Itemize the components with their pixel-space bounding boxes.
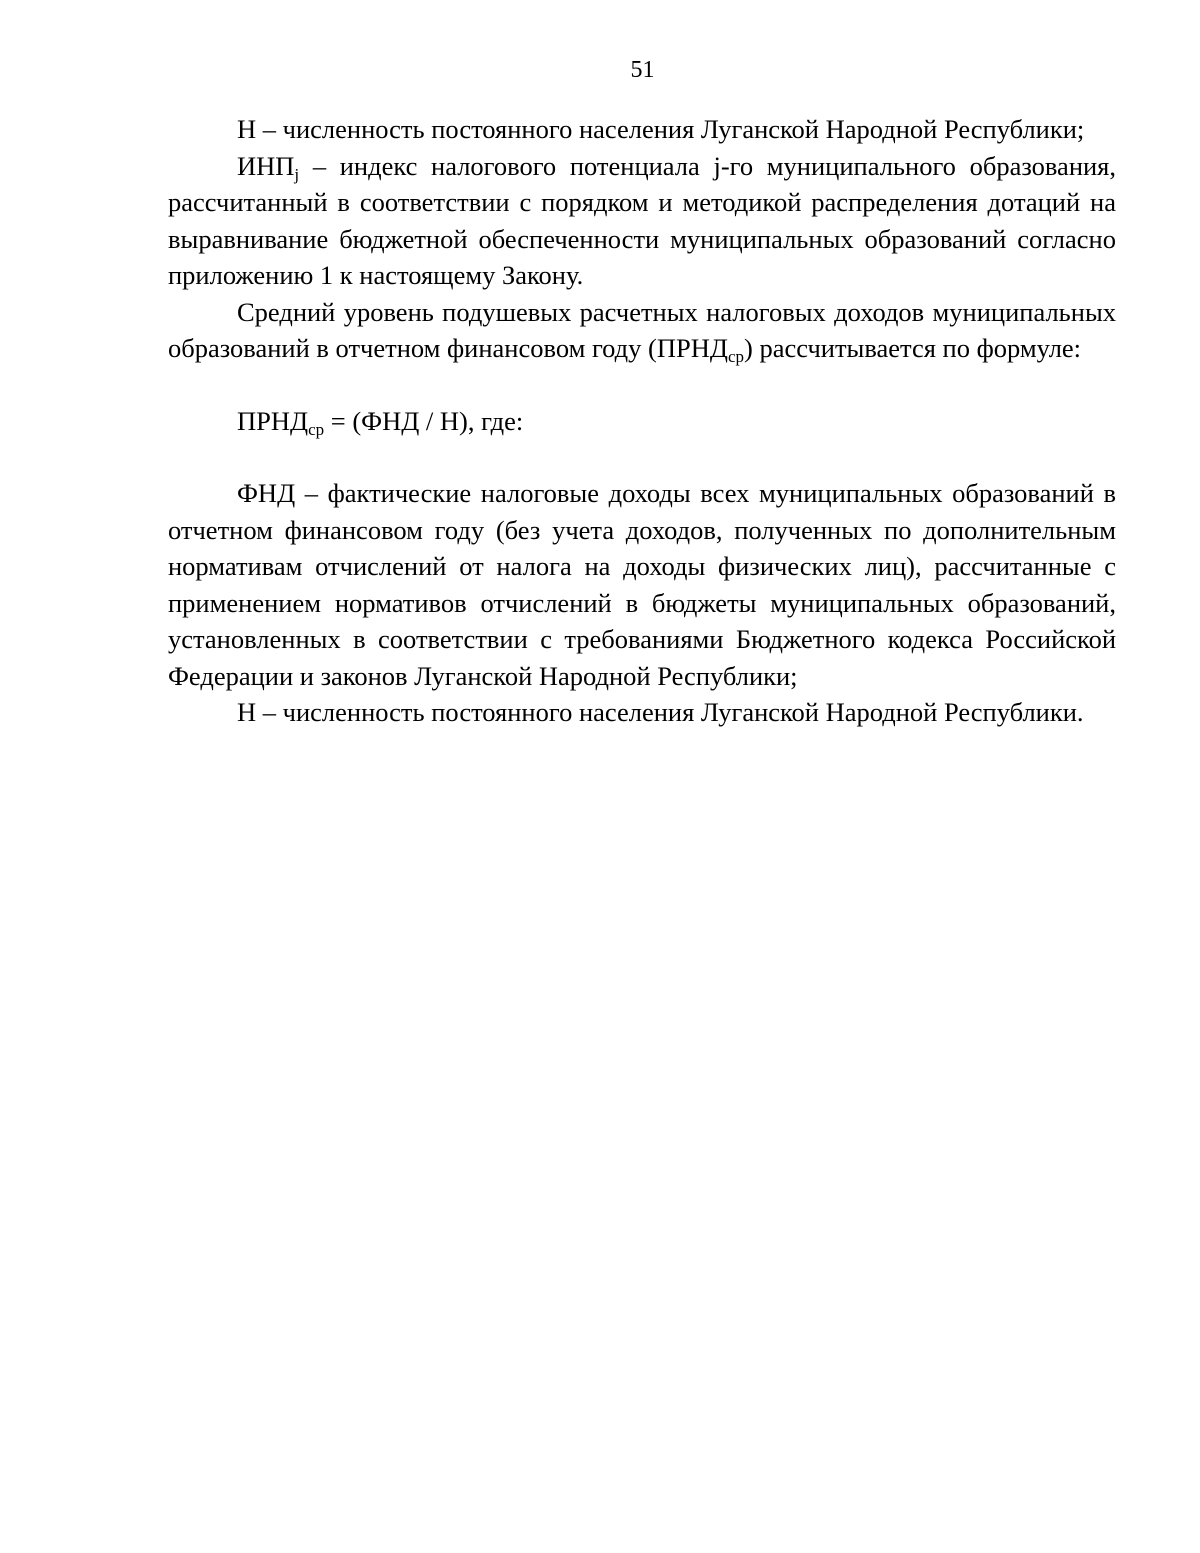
formula-lhs: ПРНД [237, 405, 309, 436]
formula-rhs: = (ФНД / Н), где: [324, 405, 524, 436]
formula [168, 403, 1116, 440]
spacer [168, 367, 1116, 403]
page-number: 51 [630, 57, 655, 83]
subscript-j: j [294, 164, 300, 184]
term-inp: ИНП [237, 150, 295, 181]
paragraph-population-definition: Н – численность постоянного населения Луганской Народной Республики; [237, 114, 1085, 144]
average-level-text: Средний уровень подушевых расчетных налоговых доходов муниципальных образований в отчетном финансовом году (ПРНД [168, 296, 1116, 363]
paragraph-actual-tax-revenue: ФНД – фактические налоговые доходы всех муниципальных образований в отчетном финансовом году (без учета доходов, полученных по дополнительным нормативам отчислений от налога на доходы физических лиц), рассчитанные с применением нормативов отчислений в бюджеты муниципальных образований, установленных в соответствии с требованиями Бюджетного кодекса Российской Федерации и законов Луганской Народной Республики; [168, 478, 1116, 691]
subscript-sr: ср [727, 347, 744, 366]
document-body [168, 111, 1116, 731]
spacer [168, 439, 1116, 475]
paragraph-population-definition-final: Н – численность постоянного населения Луганской Народной Республики. [237, 697, 1084, 727]
tax-potential-definition: – индекс налогового потенциала j-го муниципального образования, рассчитанный в соответствии с порядком и методикой распределения дотаций на выравнивание бюджетной обеспеченности муниципальных образований согласно приложению 1 к настоящему Закону. [168, 150, 1116, 290]
paragraph-average-level [168, 294, 1116, 367]
formula-subscript-sr: ср [308, 419, 325, 439]
average-level-text-end: ) рассчитывается по формуле: [744, 333, 1082, 363]
paragraph-tax-potential-index [168, 148, 1116, 294]
